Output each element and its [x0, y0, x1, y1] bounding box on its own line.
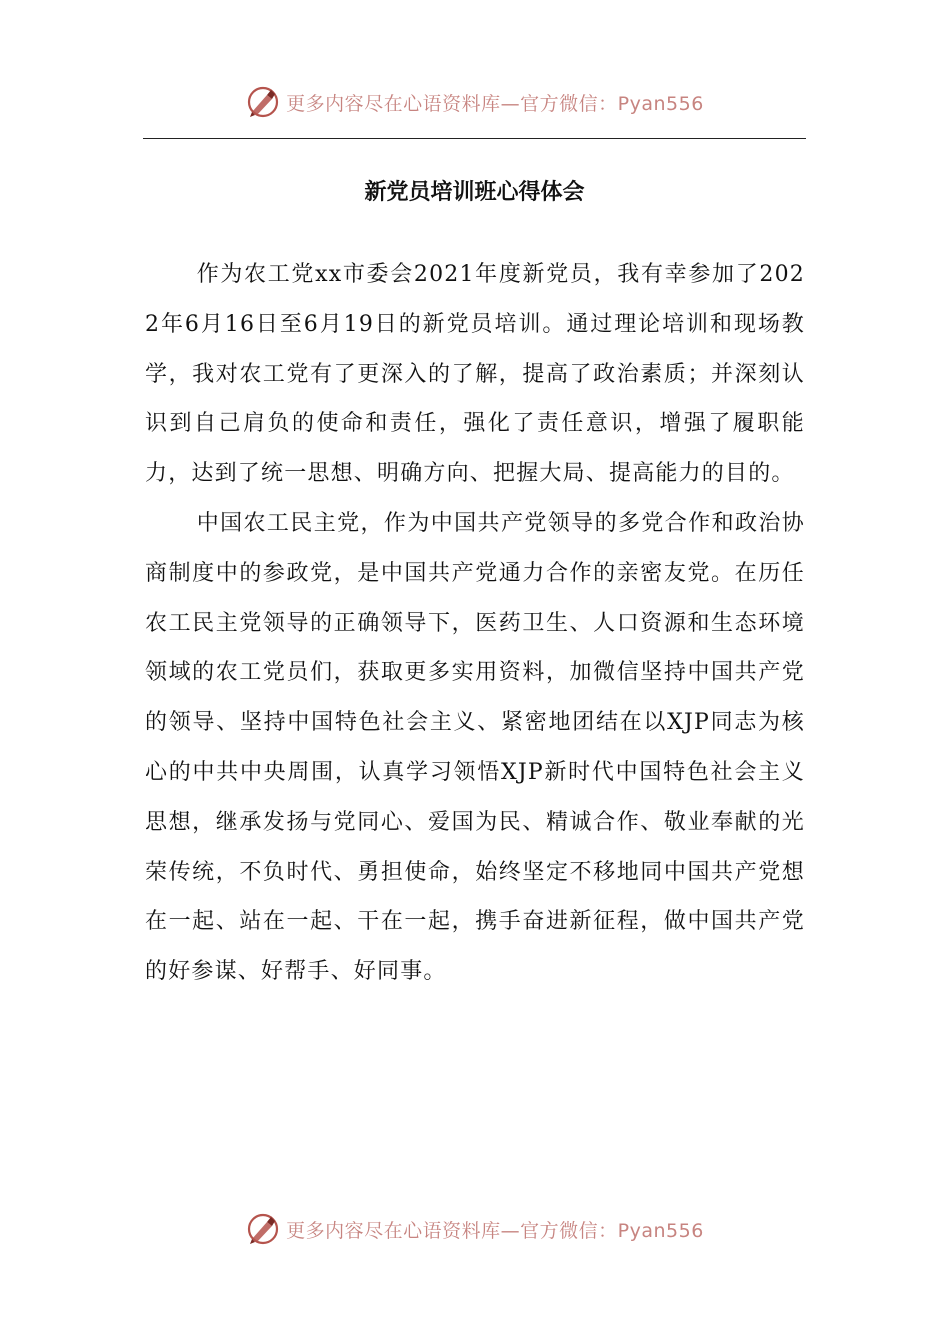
- watermark-wechat-id: Pyan556: [617, 92, 704, 115]
- watermark-wechat-id: Pyan556: [617, 1219, 704, 1242]
- pen-circle-logo-icon: [246, 1212, 280, 1246]
- page-title: 新党员培训班心得体会: [364, 179, 585, 205]
- header-watermark: [0, 82, 950, 122]
- paragraph-2: 中国农工民主党，作为中国共产党领导的多党合作和政治协商制度中的参政党，是中国共产党通力合作的亲密友党。在历任农工民主党领导的正确领导下，医药卫生、人口资源和生态环境领域的农工党员们，获取更多实用资料，加微信坚持中国共产党的领导、坚持中国特色社会主义、紧密地团结在以XJP同志为核心的中共中央周围，认真学习领悟XJP新时代中国特色社会主义思想，继承发扬与党同心、爱国为民、精诚合作、敬业奉献的光荣传统，不负时代、勇担使命，始终坚定不移地同中国共产党想在一起、站在一起、干在一起，携手奋进新征程，做中国共产党的好参谋、好帮手、好同事。: [145, 510, 805, 985]
- header-divider: [143, 138, 806, 139]
- paragraph-1: 作为农工党xx市委会2021年度新党员，我有幸参加了2022年6月16日至6月19日的新党员培训。通过理论培训和现场教学，我对农工党有了更深入的了解，提高了政治素质；并深刻认识到自己肩负的使命和责任，强化了责任意识，增强了履职能力，达到了统一思想、明确方向、把握大局、提高能力的目的。: [145, 262, 805, 487]
- pen-circle-logo-icon: [246, 85, 280, 119]
- watermark-text: 更多内容尽在心语资料库—官方微信：Pyan556: [286, 92, 704, 115]
- document-body: [145, 250, 805, 997]
- watermark-text: 更多内容尽在心语资料库—官方微信：Pyan556: [286, 1219, 704, 1242]
- footer-watermark: [0, 1209, 950, 1249]
